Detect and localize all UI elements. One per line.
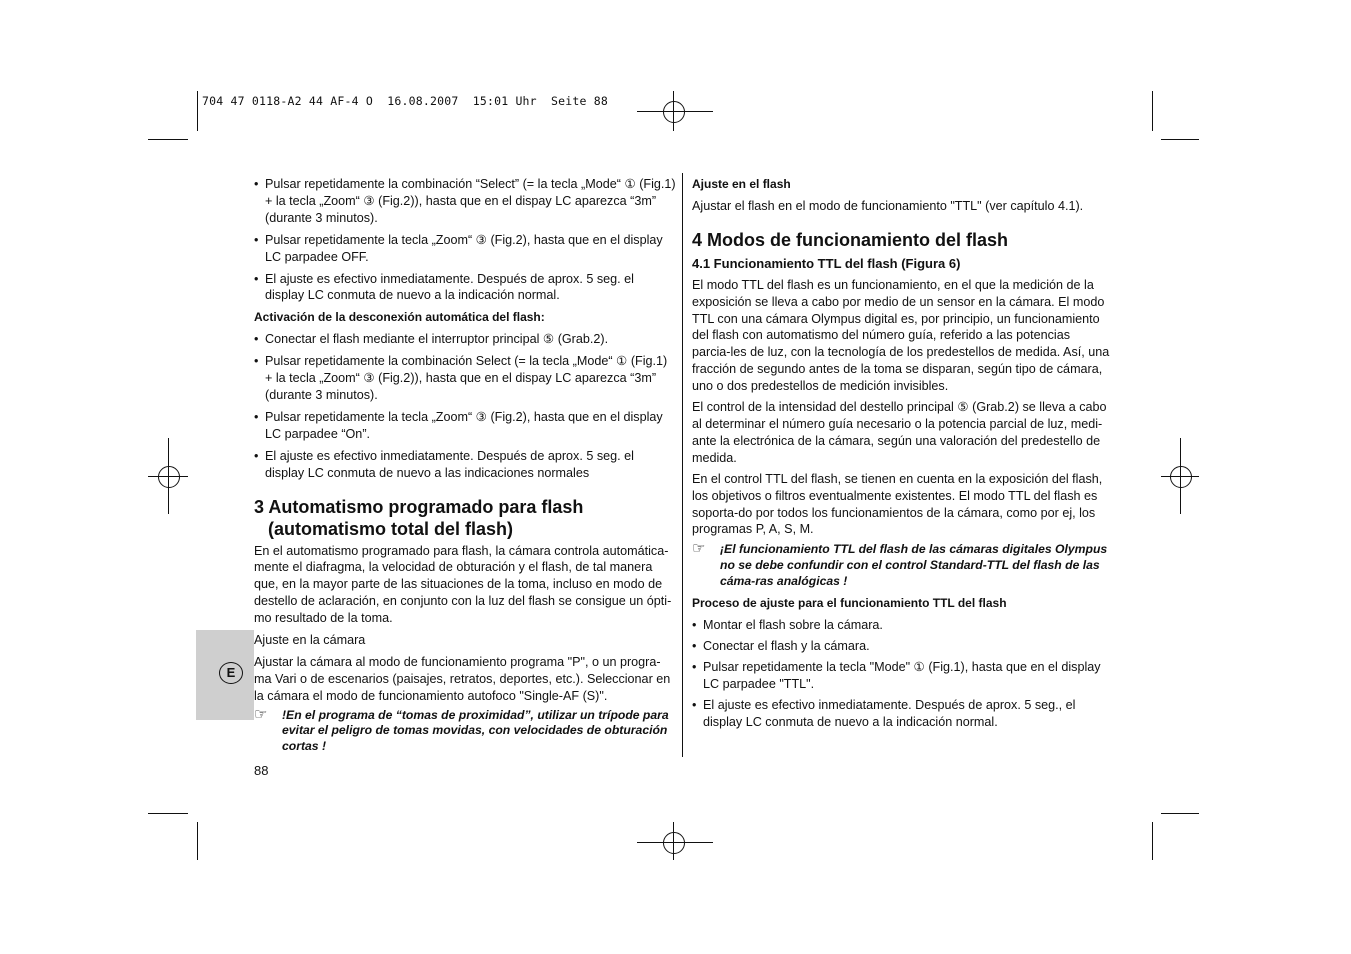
registration-line	[673, 822, 674, 860]
bullet-item: • Pulsar repetidamente la combinación “Select” (= la tecla „Mode“ ① (Fig.1) + la tecla „Zoom“ ③ (Fig.2)), hasta que en el dispay LC aparezca “3m” (durante 3 minutos).	[254, 176, 676, 227]
subheading: Proceso de ajuste para el funcionamiento TTL del flash	[692, 596, 1007, 611]
registration-target	[663, 832, 685, 854]
crop-mark	[1152, 91, 1153, 131]
page-number: 88	[254, 763, 269, 778]
bullet-item: • Pulsar repetidamente la tecla "Mode" ① (Fig.1), hasta que en el display LC parpadee "TTL".	[692, 659, 1112, 693]
label: Ajuste en la cámara	[254, 633, 366, 648]
pointing-hand-icon: ☞	[692, 540, 706, 558]
registration-line	[637, 842, 713, 843]
bullet-item: • Montar el flash sobre la cámara.	[692, 617, 1112, 634]
print-header: 704 47 0118-A2 44 AF-4 O 16.08.2007 15:01 Uhr Seite 88	[202, 94, 609, 108]
paragraph: En el automatismo programado para flash, la cámara controla automática-mente el diafragma, la velocidad de obturación y el flash, de tal manera que, en la mayor parte de las situaciones de la toma, incluso en modo de destello de aclaración, en conjunto con la luz del flash se consigue un ópti-mo resultado de la toma.	[254, 543, 672, 626]
registration-target	[1170, 466, 1192, 488]
note-text: !En el programa de “tomas de proximidad”, utilizar un trípode para evitar el peligro de tomas movidas, con velocidades de obturación cortas !	[282, 707, 669, 753]
crop-mark	[1152, 822, 1153, 860]
crop-mark	[148, 813, 188, 814]
section-heading-line: (automatismo total del flash)	[268, 518, 514, 539]
pointing-hand-icon: ☞	[254, 705, 268, 723]
language-tab-label: E	[219, 662, 243, 684]
left-column	[254, 176, 676, 754]
bullet-item: • El ajuste es efectivo inmediatamente. Después de aprox. 5 seg., el display LC conmuta de nuevo a la indicación normal.	[692, 697, 1112, 731]
paragraph: El modo TTL del flash es un funcionamiento, en el que la medición de la exposición se lleva a cabo por medio de un sensor en la cámara. El modo TTL con una cámara Olympus digital es, por principio, un funcionamiento del flash con automatismo del número guía, referido a las potencias parcia-les de luz, con la tecnología de los predestellos de medida. Así, una fracción de segundo antes de la toma se disparan, según tipo de cámara, uno o dos predestellos de medición invisibles.	[692, 277, 1110, 394]
column-divider	[682, 173, 683, 757]
note	[254, 705, 676, 755]
subheading: Ajuste en el flash	[692, 177, 791, 191]
note-text: ¡El funcionamiento TTL del flash de las cámaras digitales Olympus no se debe confundir con el control Standard-TTL del flash de las cáma-ras analógicas !	[720, 542, 1108, 588]
note	[692, 542, 1112, 589]
crop-mark	[1161, 139, 1199, 140]
paragraph: Ajustar el flash en el modo de funcionamiento "TTL" (ver capítulo 4.1).	[692, 198, 1084, 213]
bullet-item: • El ajuste es efectivo inmediatamente. Después de aprox. 5 seg. el display LC conmuta de nuevo a las indicaciones normales	[254, 448, 676, 482]
section-heading: 4 Modos de funcionamiento del flash	[692, 229, 1009, 250]
crop-mark	[148, 139, 188, 140]
crop-mark	[1161, 813, 1199, 814]
subsection-heading: 4.1 Funcionamiento TTL del flash (Figura 6)	[692, 255, 961, 271]
bullet-item: • Pulsar repetidamente la tecla „Zoom“ ③ (Fig.2), hasta que en el display LC parpadee OFF.	[254, 232, 676, 266]
right-column	[692, 176, 1112, 730]
crop-mark	[197, 822, 198, 860]
bullet-item: • Conectar el flash mediante el interruptor principal ⑤ (Grab.2).	[254, 331, 676, 348]
paragraph: El control de la intensidad del destello principal ⑤ (Grab.2) se lleva a cabo al determinar el número guía necesario o la potencia parcial de luz, medi-ante la electrónica de la cámara, según una valoración del predestello de medida.	[692, 400, 1107, 465]
bullet-item: • El ajuste es efectivo inmediatamente. Después de aprox. 5 seg. el display LC conmuta de nuevo a la indicación normal.	[254, 271, 676, 305]
bullet-item: • Pulsar repetidamente la combinación Select (= la tecla „Mode“ ① (Fig.1) + la tecla „Zoom“ ③ (Fig.2)), hasta que en el dispay LC aparezca “3m” (durante 3 minutos).	[254, 353, 676, 404]
subheading: Activación de la desconexión automática del flash:	[254, 310, 545, 325]
registration-line	[148, 476, 188, 477]
registration-line	[1161, 476, 1199, 477]
paragraph: En el control TTL del flash, se tienen en cuenta en la exposición del flash, los objetivos o filtros eventualmente existentes. El modo TTL del flash es soporta-do por todos los funcionamientos de la cámara, como por ej, los programas P, A, S, M.	[692, 471, 1103, 537]
bullet-item: • Conectar el flash y la cámara.	[692, 638, 1112, 655]
section-heading	[254, 496, 676, 540]
registration-target	[158, 466, 180, 488]
registration-target	[663, 101, 685, 123]
crop-mark	[197, 91, 198, 131]
registration-line	[637, 111, 713, 112]
bullet-item: • Pulsar repetidamente la tecla „Zoom“ ③ (Fig.2), hasta que en el display LC parpadee “On”.	[254, 409, 676, 443]
section-heading-line: 3 Automatismo programado para flash	[254, 496, 584, 517]
paragraph: Ajustar la cámara al modo de funcionamiento programa "P", o un progra-ma Vari o de escenarios (paisajes, retratos, deportes, etc.). Seleccionar en la cámara el modo de funcionamiento autofoco "Single-AF (S)".	[254, 654, 671, 703]
